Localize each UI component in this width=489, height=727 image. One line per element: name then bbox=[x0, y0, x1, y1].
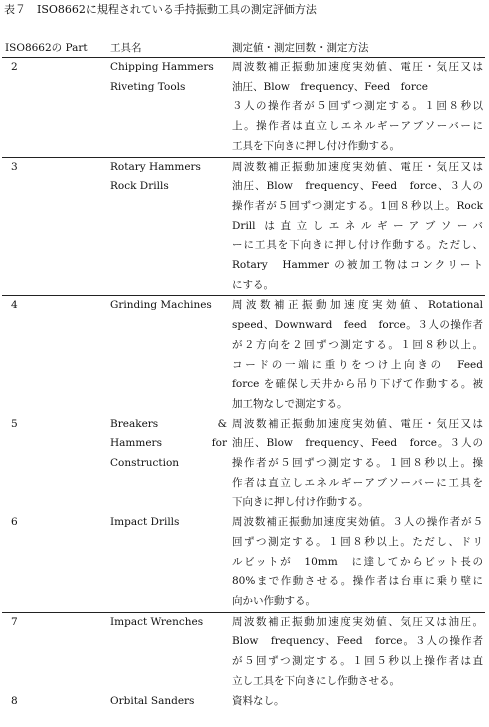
method-line: 操作者が５回ずつ測定する。1回８秒以上。Rock bbox=[232, 199, 483, 212]
measurement-methods-table bbox=[2, 38, 485, 711]
method-line: ルビットが 10mm に達してからビット長の bbox=[232, 555, 483, 568]
tool-name-line: Impact Drills bbox=[110, 516, 180, 529]
method-line: 操作者が５回ずつ測定する。１回８秒以上。操 bbox=[232, 457, 483, 470]
method-text bbox=[229, 296, 485, 415]
method-line: Blow frequency、Feed force。３人の操作者 bbox=[232, 635, 483, 648]
tool-name-line: Grinding Machines bbox=[110, 299, 212, 312]
method-line: 回ずつ測定する。１回８秒以上。ただし、ドリ bbox=[232, 535, 483, 548]
tool-name-line bbox=[110, 415, 227, 435]
tool-name bbox=[107, 296, 229, 415]
tool-name bbox=[107, 415, 229, 514]
method-line: 油圧、Blow frequency、Feed force。３人の bbox=[232, 437, 483, 450]
part-number: 8 bbox=[11, 694, 18, 707]
method-text bbox=[229, 415, 485, 514]
method-line: 周波数補正振動加速度実効値、電圧・気圧又は bbox=[232, 417, 483, 430]
method-line: が２方向を２回ずつ測定する。１回８秒以上。 bbox=[232, 338, 483, 351]
tool-name-line: Riveting Tools bbox=[110, 80, 186, 93]
method-line: 向かい作動する。 bbox=[232, 594, 316, 607]
method-line: 立し工具を下向きにし作動させる。 bbox=[232, 674, 400, 687]
part-number: 6 bbox=[2, 513, 107, 612]
table-row bbox=[2, 513, 485, 612]
method-line: 上。操作者は直立しエネルギーアブソーバーに bbox=[232, 120, 483, 133]
method-line: が５回ずつ測定する。１回５秒以上操作者は直 bbox=[232, 655, 483, 668]
method-line: Drill は直立しエネルギーアブソーバ bbox=[232, 219, 483, 232]
method-line: 資料なし。 bbox=[232, 694, 285, 707]
method-line: 周波数補正振動加速度実効値、Rotational bbox=[232, 299, 483, 312]
tool-name-line: Rotary Hammers bbox=[110, 160, 201, 173]
table-row bbox=[2, 296, 485, 415]
tool-name-word: & bbox=[217, 417, 227, 430]
method-line: ーに工具を下向きに押し付け作動する。ただし、 bbox=[232, 239, 483, 252]
method-line: 80%まで作動させる。操作者は台車に乗り壁に bbox=[232, 575, 483, 588]
tool-name bbox=[107, 513, 229, 612]
table-row bbox=[2, 612, 485, 691]
table-row bbox=[2, 692, 485, 712]
tool-name bbox=[107, 157, 229, 296]
tool-name bbox=[107, 58, 229, 158]
method-line: 周波数補正振動加速度実効値、気圧又は油圧。 bbox=[232, 615, 483, 628]
method-line: ３人の操作者が５回ずつ測定する。１回８秒以 bbox=[232, 100, 483, 113]
method-line: 周波数補正振動加速度実効値、電圧・気圧又は bbox=[232, 61, 483, 73]
header-part: ISO8662の Part bbox=[2, 38, 107, 58]
part-number: 4 bbox=[11, 299, 18, 312]
table-row bbox=[2, 58, 485, 158]
tool-name-word: Hammers bbox=[110, 437, 162, 450]
tool-name-line: Chipping Hammers bbox=[110, 61, 214, 73]
method-text bbox=[229, 692, 485, 712]
table-caption: 表７ ISO8662に規程されている手持振動工具の測定評価方法 bbox=[4, 3, 317, 16]
header-row bbox=[2, 38, 485, 58]
method-line: 加工物なしで測定する。 bbox=[232, 397, 348, 410]
part-number: 2 bbox=[2, 58, 107, 158]
tool-name bbox=[107, 612, 229, 691]
table-header bbox=[2, 38, 485, 58]
method-text bbox=[229, 612, 485, 691]
method-line: speed、Downward feed force。３人の操作者 bbox=[232, 319, 483, 332]
header-method: 測定値・測定回数・測定方法 bbox=[229, 38, 485, 58]
table-body bbox=[2, 58, 485, 712]
method-line: にする。 bbox=[232, 278, 274, 291]
tool-name-line: Impact Wrenches bbox=[110, 615, 204, 628]
method-line: 周波数補正振動加速度実効値、電圧・気圧又は bbox=[232, 160, 483, 173]
method-line: 油圧、Blow frequency、Feed force、３人の bbox=[232, 180, 483, 193]
method-line: 作者は直立しエネルギーアブソーバーに工具を bbox=[232, 476, 483, 489]
method-line: force を確保し天井から吊り下げて作動する。被 bbox=[232, 378, 483, 391]
method-line: 工具を下向きに押し付け作動する。 bbox=[232, 139, 400, 152]
part-number: 5 bbox=[11, 417, 18, 430]
part-number: 7 bbox=[11, 615, 18, 628]
part-number: 3 bbox=[2, 157, 107, 296]
method-text bbox=[229, 157, 485, 296]
tool-name-word: Breakers bbox=[110, 417, 159, 430]
method-line: 周波数補正振動加速度実効値。３人の操作者が５ bbox=[232, 516, 483, 529]
method-line: 下向きに押し付け作動する。 bbox=[232, 496, 369, 509]
table-row bbox=[2, 157, 485, 296]
tool-name-line: Construction bbox=[110, 457, 180, 470]
method-line: コードの一端に重りをつけ上向きの Feed bbox=[232, 358, 483, 371]
method-text bbox=[229, 58, 485, 158]
tool-name bbox=[107, 692, 229, 712]
tool-name-line: Orbital Sanders bbox=[110, 694, 195, 707]
method-line: Rotary Hammer の被加工物はコンクリート bbox=[232, 259, 483, 272]
method-text bbox=[229, 513, 485, 612]
header-tool: 工具名 bbox=[107, 38, 229, 58]
method-line: 油圧、Blow frequency、Feed force bbox=[232, 80, 428, 93]
tool-name-line: Rock Drills bbox=[110, 180, 169, 193]
tool-name-line bbox=[110, 434, 227, 454]
table-row bbox=[2, 415, 485, 514]
tool-name-word: for bbox=[211, 437, 227, 450]
